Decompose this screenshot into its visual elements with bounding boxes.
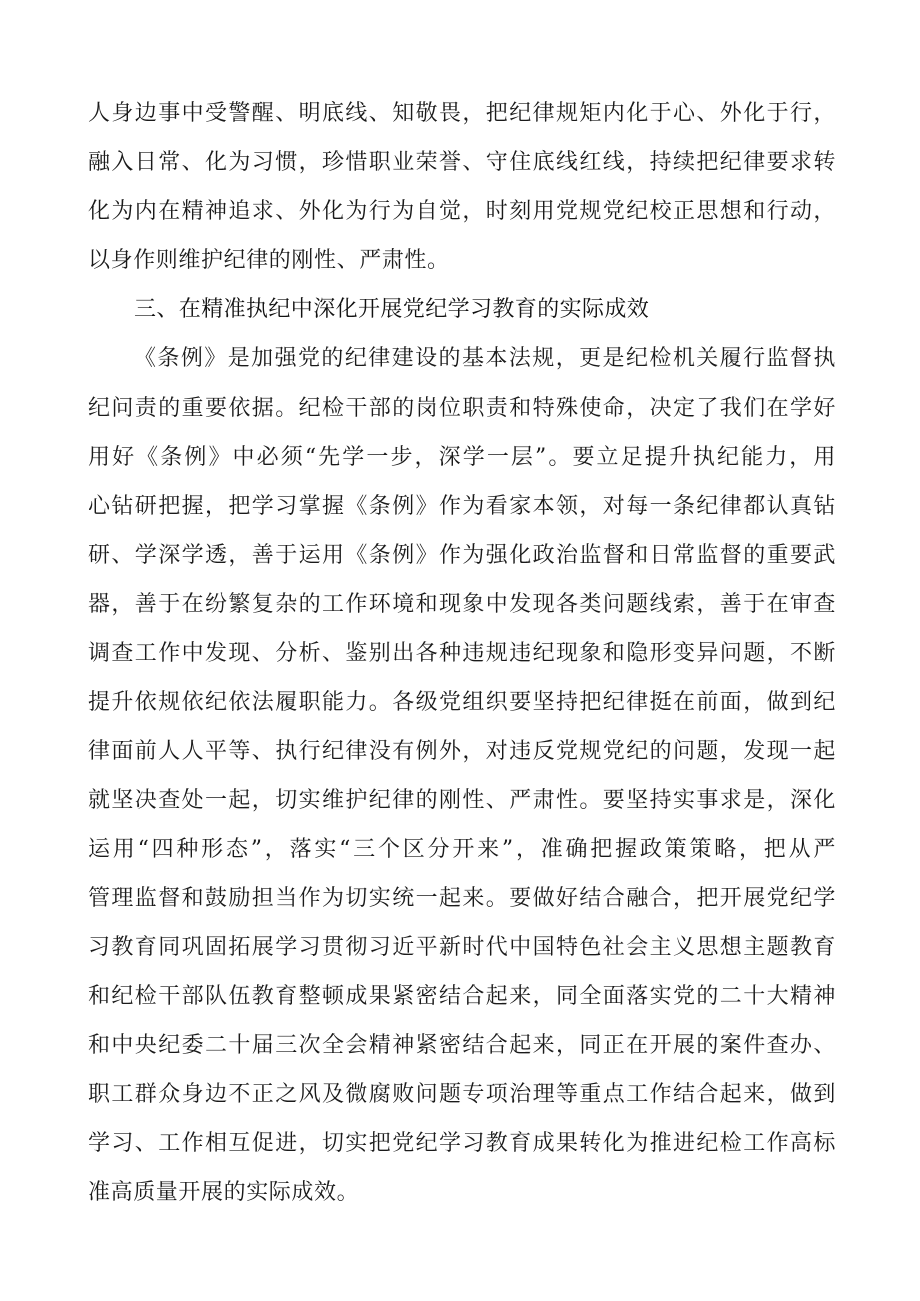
paragraph-1-line-2: 融入日常、化为习惯，珍惜职业荣誉、守住底线红线，持续把纪律要求转 — [88, 150, 836, 175]
paragraph-1-line-3: 化为内在精神追求、外化为行为自觉，时刻用党规党纪校正思想和行动， — [88, 199, 836, 224]
paragraph-2-line-14: 和纪检干部队伍教育整顿成果紧密结合起来，同全面落实党的二十大精神 — [88, 984, 836, 1009]
paragraph-2-line-11: 运用“四种形态”，落实“三个区分开来”，准确把握政策策略，把从严 — [88, 837, 836, 862]
paragraph-2-line-13: 习教育同巩固拓展学习贯彻习近平新时代中国特色社会主义思想主题教育 — [88, 935, 836, 960]
paragraph-2-line-4: 心钻研把握，把学习掌握《条例》作为看家本领，对每一条纪律都认真钻 — [88, 494, 836, 519]
paragraph-2-line-15: 和中央纪委二十届三次全会精神紧密结合起来，同正在开展的案件查办、 — [88, 1033, 836, 1058]
paragraph-2-line-12: 管理监督和鼓励担当作为切实统一起来。要做好结合融合，把开展党纪学 — [88, 886, 836, 911]
paragraph-2-line-16: 职工群众身边不正之风及微腐败问题专项治理等重点工作结合起来，做到 — [88, 1082, 836, 1107]
paragraph-2-line-10: 就坚决查处一起，切实维护纪律的刚性、严肃性。要坚持实事求是，深化 — [88, 788, 836, 813]
paragraph-2-line-6: 器，善于在纷繁复杂的工作环境和现象中发现各类问题线索，善于在审查 — [88, 592, 836, 617]
paragraph-2-line-5: 研、学深学透，善于运用《条例》作为强化政治监督和日常监督的重要武 — [88, 543, 836, 568]
paragraph-2-line-1: 《条例》是加强党的纪律建设的基本法规，更是纪检机关履行监督执 — [134, 346, 836, 371]
paragraph-2-line-2: 纪问责的重要依据。纪检干部的岗位职责和特殊使命，决定了我们在学好 — [88, 396, 836, 421]
paragraph-2-line-7: 调查工作中发现、分析、鉴别出各种违规违纪现象和隐形变异问题，不断 — [88, 641, 836, 666]
paragraph-1-line-4: 以身作则维护纪律的刚性、严肃性。 — [88, 248, 450, 273]
paragraph-2-line-17: 学习、工作相互促进，切实把党纪学习教育成果转化为推进纪检工作高标 — [88, 1131, 836, 1156]
paragraph-2-line-8: 提升依规依纪依法履职能力。各级党组织要坚持把纪律挺在前面，做到纪 — [88, 690, 836, 715]
paragraph-1-line-1: 人身边事中受警醒、明底线、知敬畏，把纪律规矩内化于心、外化于行， — [88, 101, 836, 126]
paragraph-2-line-9: 律面前人人平等、执行纪律没有例外，对违反党规党纪的问题，发现一起 — [88, 739, 836, 764]
paragraph-2-line-3: 用好《条例》中必须“先学一步，深学一层”。要立足提升执纪能力，用 — [88, 445, 836, 470]
section-heading: 三、在精准执纪中深化开展党纪学习教育的实际成效 — [134, 297, 650, 322]
paragraph-2-line-18: 准高质量开展的实际成效。 — [88, 1180, 360, 1205]
